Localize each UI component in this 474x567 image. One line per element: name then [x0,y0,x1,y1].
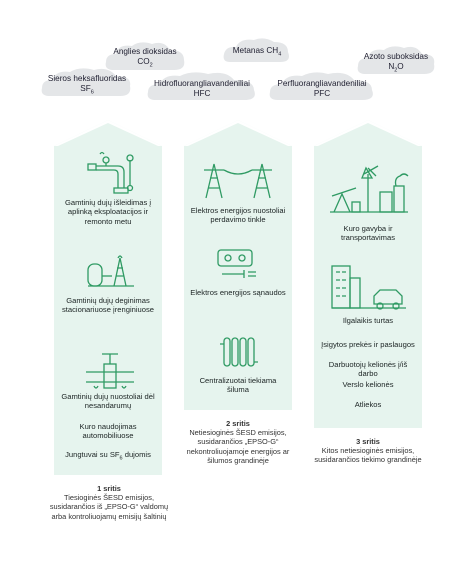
scope1-item-leaks: Gamtinių dujų nuostoliai dėl nesandarumų [61,392,155,411]
scope-3-footer: 3 sritis Kitos netiesioginės emisijos, susidarančios tiekimo grandinėje [314,437,422,465]
scope3-item-fuel-extraction: Kuro gavyba ir transportavimas [340,224,396,243]
cloud-hfc [146,70,258,104]
scope2-item-district-heat: Centralizuotai tiekiama šiluma [199,376,277,395]
scope2-item-consumption: Elektros energijos sąnaudos [190,288,286,297]
oil-pump-factory-icon [328,164,410,219]
scope2-item-grid-losses: Elektros energijos nuostoliai perdavimo tinkle [190,206,286,225]
cloud-co2-label: Anglies dioksidas $CO_2$ [113,47,177,69]
scope1-item-combustion: Gamtinių dujų deginimas stacionariuose įrenginiuose [61,296,155,315]
scope-1-column [54,120,162,475]
scope3-item-capital-goods: Ilgalaikis turtas [342,316,394,325]
valve-pipe-icon [84,346,136,395]
cloud-sf6 [40,66,134,100]
cloud-hfc-label: Hidrofluorangliavandeniliai HFC [153,79,251,98]
power-socket-icon [216,248,262,289]
cloud-sf6-label: Sieros heksafluoridas $SF_6$ [47,74,127,96]
gas-pipe-wrench-icon [84,150,136,201]
cloud-ch4 [222,36,292,66]
scope3-item-commuting: Darbuotojų kelionės į/iš darbo [328,360,408,379]
cloud-pfc [268,70,376,104]
cloud-ch4-label: Metanas $CH_4$ [232,46,282,58]
scope1-item-sf6: Jungtuvai su $SF_6$ dujomis [65,450,151,462]
radiator-icon [220,334,260,375]
cloud-n2o-label: Azoto suboksidas $N_2O$ [363,52,429,74]
scope-2-footer: 2 sritis Netiesioginės ŠESD emisijos, susidarančios „EPSO-G“ nekontroliuojamoje energijos ar šilumos grandinėje [186,419,290,465]
scope-3-column [314,120,422,428]
scope1-item-vehicles: Kuro naudojimas automobiliuose [79,422,137,441]
scope1-item-venting: Gamtinių dujų išleidimas į aplinką eksploatacijos ir remonto metu [64,198,152,226]
cloud-pfc-label: Perfluorangliavandeniliai PFC [277,79,367,98]
power-lines-icon [200,158,276,205]
scope3-item-purchased-goods: Įsigytos prekės ir paslaugos [321,340,415,349]
tank-tower-icon [84,254,136,297]
scope3-item-business-travel: Verslo kelionės [342,380,394,389]
scope-2-column [184,120,292,410]
scope3-item-waste: Atliekos [354,400,382,409]
scope-1-footer: 1 sritis Tiesioginės ŠESD emisijos, susidarančios iš „EPSO-G“ valdomų arba kontroliuojamų emisijų šaltinių [49,484,169,521]
buildings-car-icon [330,264,408,315]
